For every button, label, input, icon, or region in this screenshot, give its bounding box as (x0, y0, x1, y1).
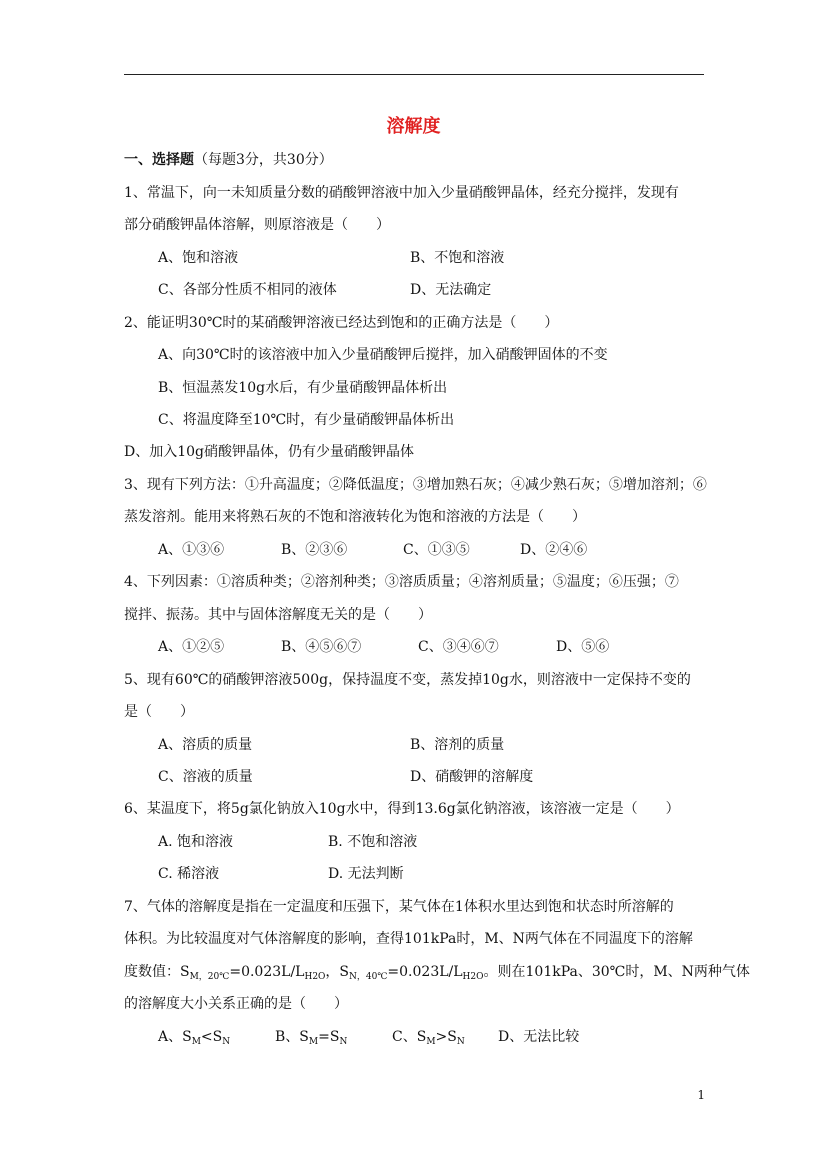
q7-line2: 体积。为比较温度对气体溶解度的影响，查得101kPa时，M、N两气体在不同温度下的溶解 (124, 931, 693, 947)
q7-line1: 7、气体的溶解度是指在一定温度和压强下，某气体在1体积水里达到饱和状态时所溶解的 (124, 899, 674, 915)
page-title: 溶解度 (386, 116, 441, 137)
q7-subscript: M，20℃ (189, 972, 230, 982)
q7-option-a-text: <S (200, 1029, 223, 1045)
q7-option-a-text: A、S (158, 1029, 192, 1045)
q6-option-c: C. 稀溶液 (158, 866, 220, 882)
q7-option-b-text: =S (318, 1029, 340, 1045)
q2-line1: 2、能证明30℃时的某硝酸钾溶液已经达到饱和的正确方法是（ ） (124, 315, 559, 331)
q3-option-d: D、②④⑥ (520, 542, 588, 558)
q7-line3-text: 。则在101kPa、30℃时，M、N两种气体 (483, 964, 750, 980)
q7-option-c (392, 1027, 465, 1052)
q1-option-d: D、无法确定 (410, 282, 492, 298)
q4-line1: 4、下列因素：①溶质种类；②溶剂种类；③溶质质量；④溶剂质量；⑤温度；⑥压强；⑦ (124, 574, 679, 590)
q7-option-b (275, 1027, 347, 1052)
q6-line1: 6、某温度下，将5g氯化钠放入10g水中，得到13.6g氯化钠溶液，该溶液一定是（ ） (124, 801, 680, 817)
q7-option-c-subscript: N (456, 1037, 465, 1047)
q5-line1: 5、现有60℃的硝酸钾溶液500g，保持温度不变，蒸发掉10g水，则溶液中一定保持不变的 (124, 672, 691, 688)
q7-subscript: H2O (304, 972, 326, 982)
q7-option-c-text: >S (435, 1029, 457, 1045)
section-note: （每题3分，共30分） (194, 152, 333, 168)
q7-option-b-subscript: N (339, 1037, 348, 1047)
q2-option-a: A、向30℃时的该溶液中加入少量硝酸钾后搅拌，加入硝酸钾固体的不变 (158, 347, 608, 363)
q7-option-c-text: C、S (392, 1029, 427, 1045)
q7-line3-text: ，S (325, 964, 350, 980)
q7-option-d: D、无法比较 (498, 1029, 580, 1045)
q4-option-c: C、③④⑥⑦ (418, 639, 499, 655)
q2-option-b: B、恒温蒸发10g水后，有少量硝酸钾晶体析出 (158, 380, 448, 396)
q7-option-b-subscript: M (308, 1037, 319, 1047)
q4-option-b: B、④⑤⑥⑦ (281, 639, 362, 655)
q5-option-d: D、硝酸钾的溶解度 (410, 769, 534, 785)
q7-subscript: N，40℃ (349, 972, 388, 982)
header-rule (124, 74, 704, 75)
q3-option-b: B、②③⑥ (281, 542, 348, 558)
q3-option-c: C、①③⑤ (403, 542, 470, 558)
q1-line2: 部分硝酸钾晶体溶解，则原溶液是（ ） (124, 217, 390, 233)
section-heading: 一、选择题 (124, 152, 194, 168)
q6-option-a: A. 饱和溶液 (158, 834, 234, 850)
q4-line2: 搅拌、振荡。其中与固体溶解度无关的是（ ） (124, 607, 432, 623)
q2-option-d: D、加入10g硝酸钾晶体，仍有少量硝酸钾晶体 (124, 444, 414, 460)
q7-option-a-subscript: M (191, 1037, 201, 1047)
q7-option-a (158, 1027, 230, 1052)
q3-option-a: A、①③⑥ (158, 542, 225, 558)
page-number: 1 (697, 1088, 705, 1102)
q4-option-a: A、①②⑤ (158, 639, 225, 655)
q7-line3-text: =0.023L/L (387, 964, 463, 980)
q1-line1: 1、常温下，向一未知质量分数的硝酸钾溶液中加入少量硝酸钾晶体，经充分搅拌，发现有 (124, 185, 679, 201)
q5-option-c: C、溶液的质量 (158, 769, 253, 785)
q5-option-b: B、溶剂的质量 (410, 737, 505, 753)
q7-line3-text: 度数值：S (124, 964, 190, 980)
q5-line2: 是（ ） (124, 704, 194, 720)
section-heading-line (124, 150, 333, 170)
q1-option-a: A、饱和溶液 (158, 250, 239, 266)
q7-option-a-subscript: N (222, 1037, 231, 1047)
q7-line3 (124, 962, 750, 987)
q7-line3-text: =0.023L/L (229, 964, 305, 980)
q7-subscript: H2O (462, 972, 484, 982)
q6-option-b: B. 不饱和溶液 (328, 834, 418, 850)
q1-option-b: B、不饱和溶液 (410, 250, 505, 266)
q7-option-c-subscript: M (426, 1037, 436, 1047)
q5-option-a: A、溶质的质量 (158, 737, 253, 753)
q6-option-d: D. 无法判断 (328, 866, 404, 882)
q3-line1: 3、现有下列方法：①升高温度；②降低温度；③增加熟石灰；④减少熟石灰；⑤增加溶剂；⑥ (124, 477, 707, 493)
q2-option-c: C、将温度降至10℃时，有少量硝酸钾晶体析出 (158, 412, 455, 428)
q4-option-d: D、⑤⑥ (556, 639, 610, 655)
q7-line4: 的溶解度大小关系正确的是（ ） (124, 996, 348, 1012)
q1-option-c: C、各部分性质不相同的液体 (158, 282, 337, 298)
q7-option-b-text: B、S (275, 1029, 309, 1045)
q3-line2: 蒸发溶剂。能用来将熟石灰的不饱和溶液转化为饱和溶液的方法是（ ） (124, 509, 586, 525)
